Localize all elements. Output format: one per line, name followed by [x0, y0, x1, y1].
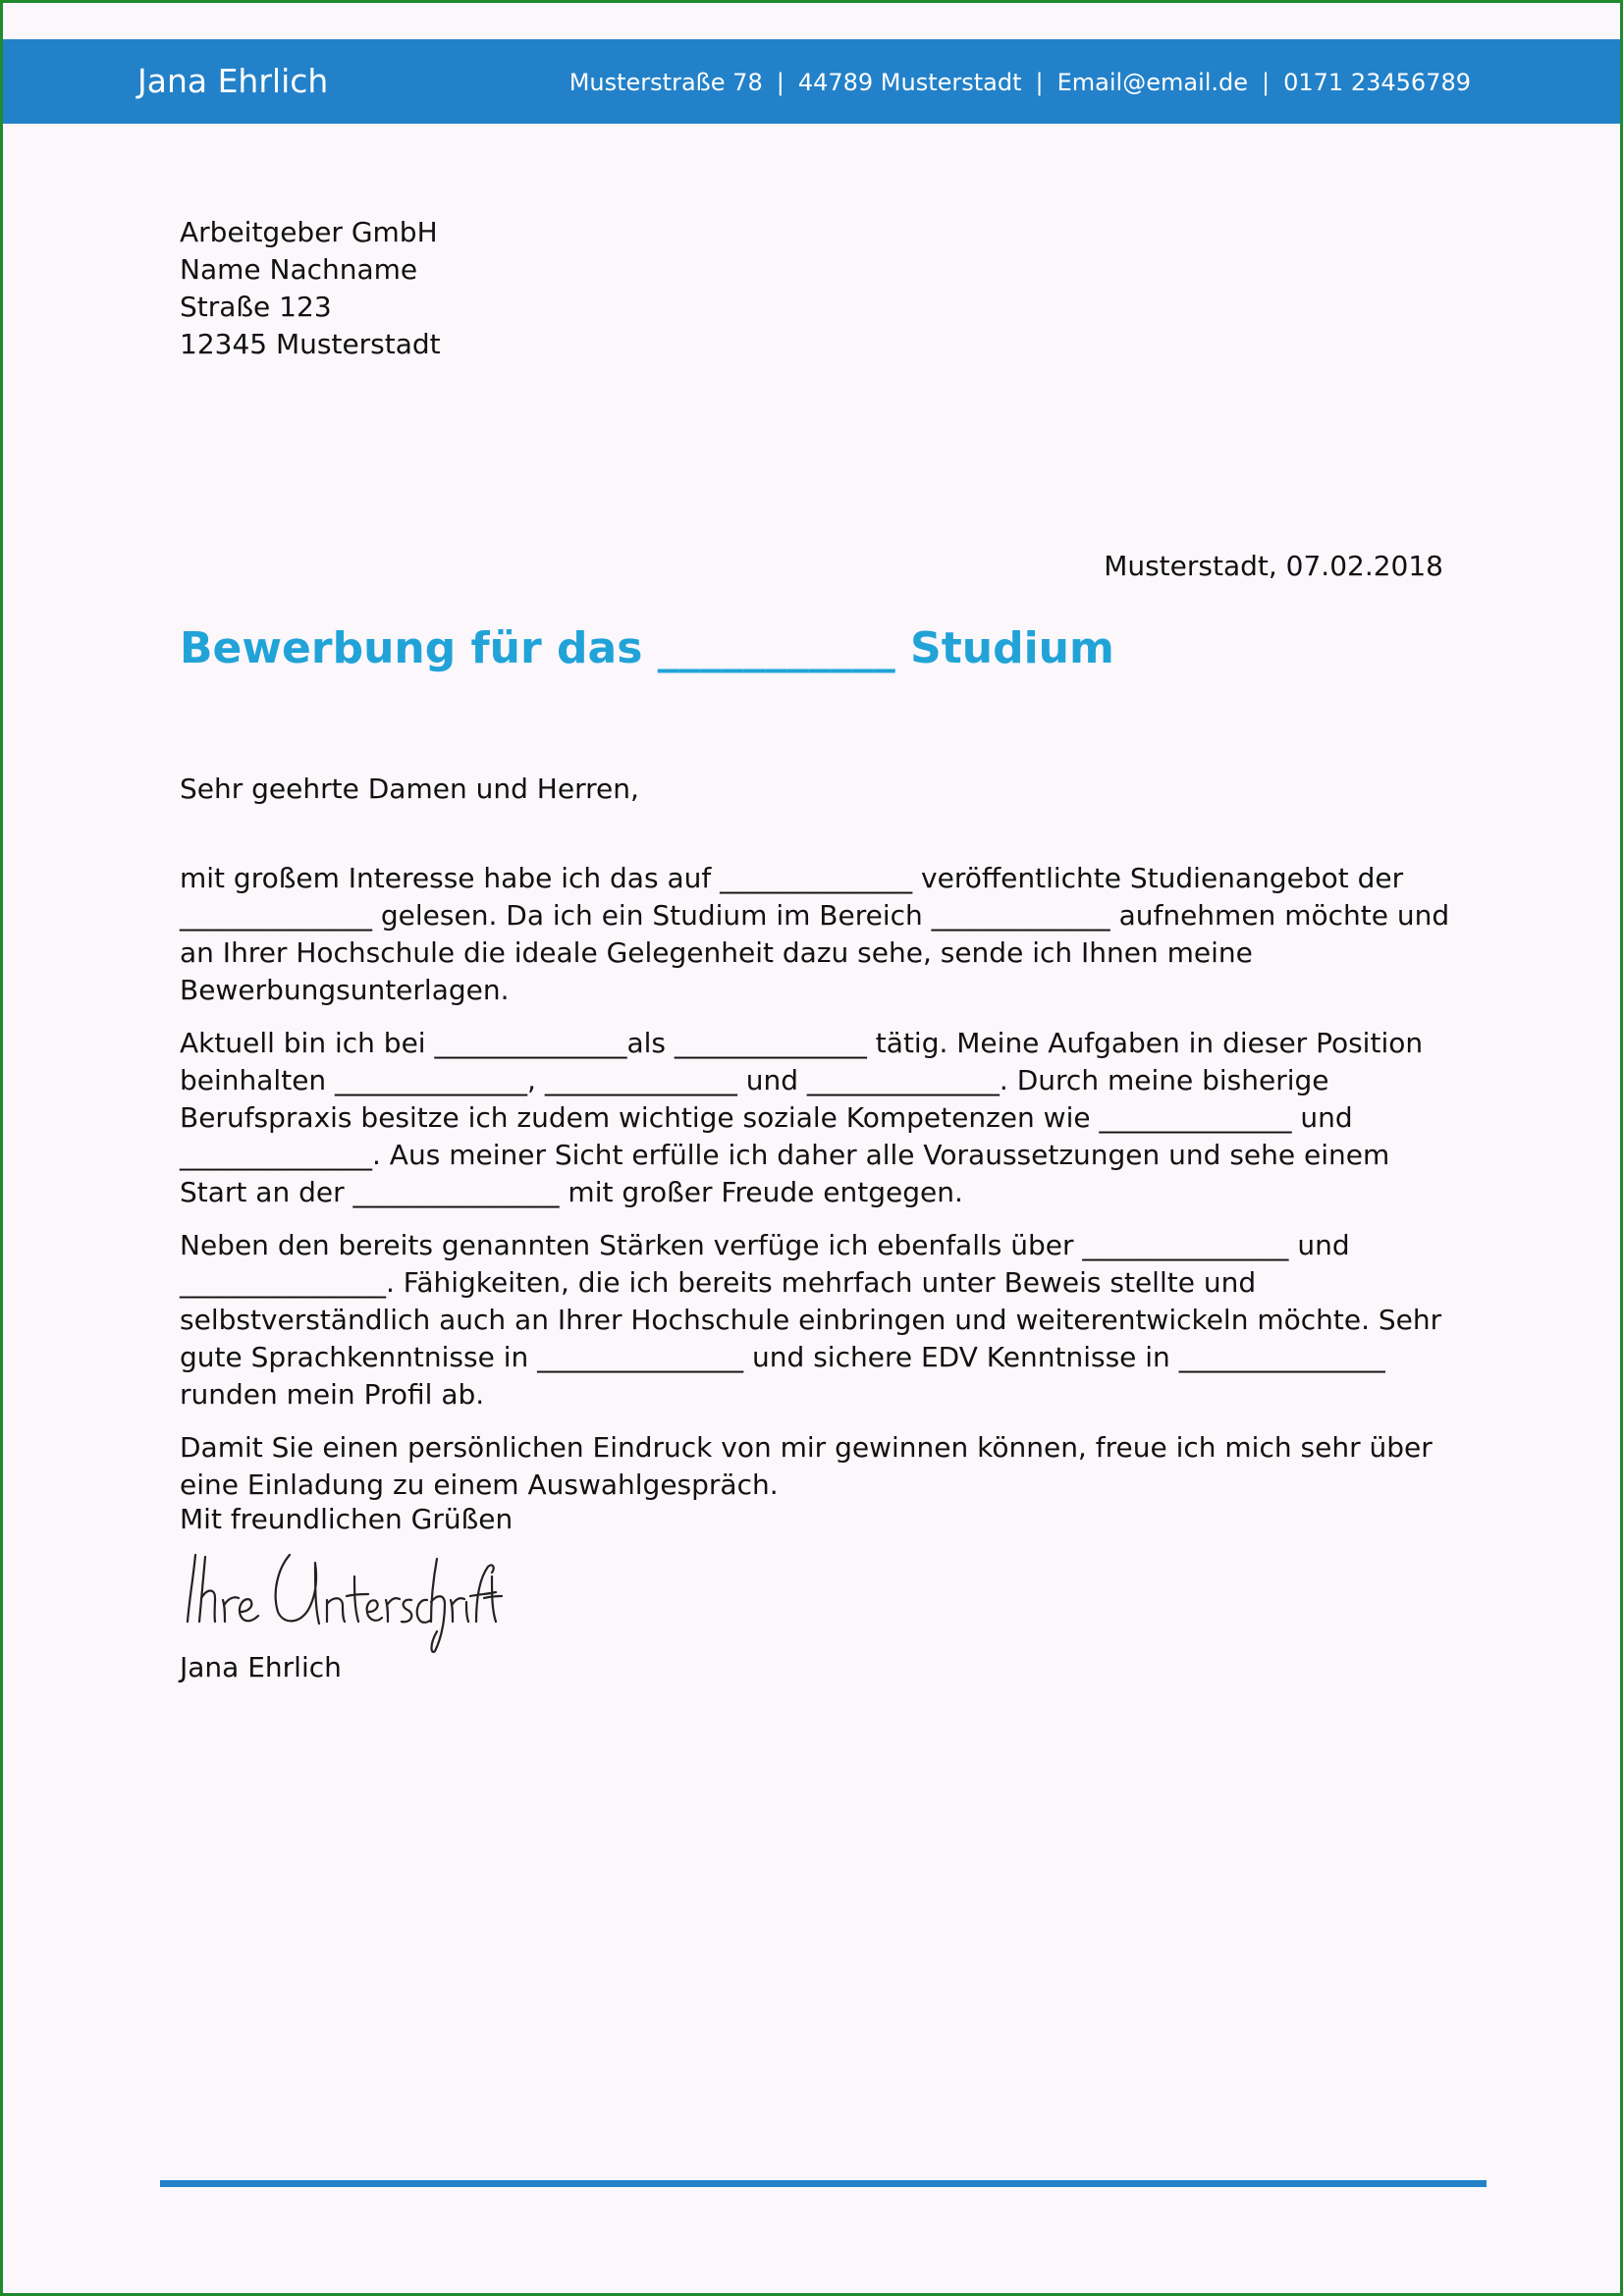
closing-formula: Mit freundlichen Grüßen	[180, 1503, 514, 1535]
letter-subject: Bewerbung für das ___________ Studium	[180, 623, 1114, 673]
body-paragraph: mit großem Interesse habe ich das auf ______________ veröffentlichte Studienangebot der ______________ gelesen. Da ich ein Studium im Bereich _____________ aufnehmen möchte und an Ihrer Hochschule die ideale Gelegenheit dazu sehe, sende ich Ihnen meine Bewerbungsunterlagen.	[180, 862, 1450, 1006]
sender-address: Musterstraße 78	[568, 69, 763, 96]
body-paragraph: Damit Sie einen persönlichen Eindruck von mir gewinnen können, freue ich mich sehr über eine Einladung zu einem Auswahlgespräch.	[180, 1431, 1433, 1501]
body-paragraph: Neben den bereits genannten Stärken verfüge ich ebenfalls über _______________ und _______________. Fähigkeiten, die ich bereits mehrfach unter Beweis stellte und selbstverständlich auch an Ihrer Hochschule einbringen und weiterentwickeln möchte. Sehr gute Sprachkenntnisse in _______________ und sichere EDV Kenntnisse in _______________ runden mein Profil ab.	[180, 1229, 1442, 1411]
header-bar	[3, 39, 1620, 124]
sender-email: Email@email.de	[1056, 69, 1249, 96]
contact-separator: |	[1035, 69, 1044, 96]
recipient-address-block	[180, 214, 441, 363]
recipient-company: Arbeitgeber GmbH	[180, 216, 438, 248]
body-paragraph: Aktuell bin ich bei ______________als ______________ tätig. Meine Aufgaben in dieser Position beinhalten ______________, ______________ und ______________. Durch meine bisherige Berufspraxis besitze ich zudem wichtige soziale Kompetenzen wie ______________ und ______________. Aus meiner Sicht erfülle ich daher alle Voraussetzungen und sehe einem Start an der _______________ mit großer Freude entgegen.	[180, 1027, 1424, 1208]
recipient-person: Name Nachname	[180, 253, 418, 286]
salutation: Sehr geehrte Damen und Herren,	[180, 773, 639, 805]
sender-name: Jana Ehrlich	[137, 62, 329, 100]
footer-divider	[160, 2180, 1487, 2187]
recipient-street: Straße 123	[180, 291, 332, 323]
place-date: Musterstadt, 07.02.2018	[1104, 550, 1443, 582]
signer-name: Jana Ehrlich	[180, 1651, 342, 1683]
recipient-city: 12345 Musterstadt	[180, 328, 441, 360]
handwritten-signature	[180, 1537, 504, 1655]
contact-separator: |	[1262, 69, 1271, 96]
letter-body	[180, 860, 1456, 1520]
contact-separator: |	[776, 69, 784, 96]
sender-phone: 0171 23456789	[1283, 69, 1471, 96]
sender-city: 44789 Musterstadt	[797, 69, 1022, 96]
sender-contact-line	[569, 67, 1471, 98]
